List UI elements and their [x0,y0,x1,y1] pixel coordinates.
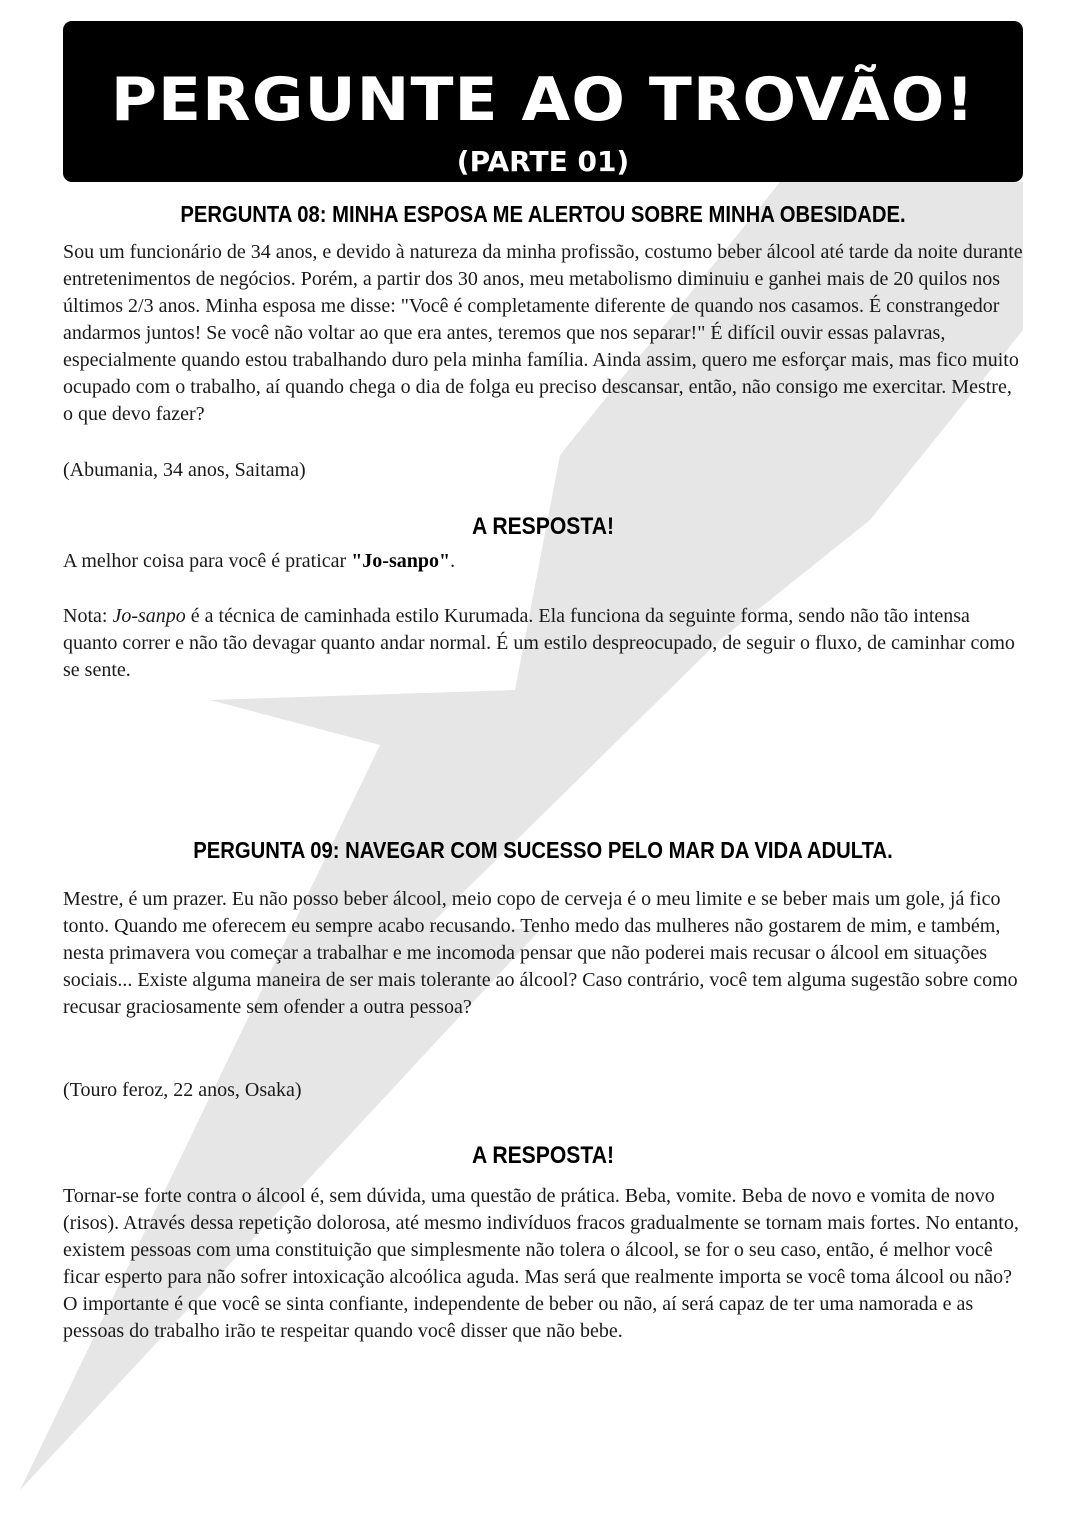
question-09-text: Mestre, é um prazer. Eu não posso beber álcool, meio copo de cerveja é o meu limite e se beber mais um gole, já fico tonto. Quando me oferecem eu sempre acabo recusando. Tenho medo das mulheres não gostarem de mim, e também, nesta primavera vou começar a trabalhar e me incomoda pensar que não poderei mais recusar o álcool em situações sociais... Existe alguma maneira de ser mais tolerante ao álcool? Caso contrário, você tem alguma sugestão sobre como recusar graciosamente sem ofender a outra pessoa? [63,888,1018,1018]
note-text: é a técnica de caminhada estilo Kurumada. Ela funciona da seguinte forma, sendo não tão intensa quanto correr e não tão devagar quanto andar normal. É um estilo despreocupado, de seguir o fluxo, de caminhar como se sente. [63,605,1015,681]
answer-08-prefix: A melhor coisa para você é praticar [63,550,352,572]
answer-08-heading: A RESPOSTA! [472,513,614,540]
title-banner [63,21,1023,182]
page-subtitle: (PARTE 01) [456,145,630,178]
answer-08-text [63,548,1023,575]
question-09-signature: (Touro feroz, 22 anos, Osaka) [63,1079,302,1101]
question-09-heading: PERGUNTA 09: NAVEGAR COM SUCESSO PELO MAR DA VIDA ADULTA. [193,837,893,863]
answer-09-heading: A RESPOSTA! [472,1142,614,1169]
page-title: PERGUNTE AO TROVÃO! [110,65,976,135]
question-08-signature: (Abumania, 34 anos, Saitama) [63,459,306,481]
note-term: Jo-sanpo [112,605,186,627]
question-08-heading: PERGUNTA 08: MINHA ESPOSA ME ALERTOU SOBRE MINHA OBESIDADE. [180,201,906,227]
answer-08-note [63,603,1023,684]
answer-08-bold-term: "Jo-sanpo" [351,550,451,572]
note-label: Nota: [63,605,113,627]
answer-08-suffix: . [450,550,456,572]
answer-09-text: Tornar-se forte contra o álcool é, sem dúvida, uma questão de prática. Beba, vomite. Beba de novo e vomita de novo (risos). Através dessa repetição dolorosa, até mesmo indivíduos fracos gradualmente se tornam mais fortes. No entanto, existem pessoas com uma constituição que simplesmente não tolera o álcool, se for o seu caso, então, é melhor você ficar esperto para não sofrer intoxicação alcoólica aguda. Mas será que realmente importa se você toma álcool ou não? O importante é que você se sinta confiante, independente de beber ou não, aí será capaz de ter uma namorada e as pessoas do trabalho irão te respeitar quando você disser que não bebe. [63,1185,1019,1342]
question-08-text: Sou um funcionário de 34 anos, e devido à natureza da minha profissão, costumo beber álcool até tarde da noite durante entretenimentos de negócios. Porém, a partir dos 30 anos, meu metabolismo diminuiu e ganhei mais de 20 quilos nos últimos 2/3 anos. Minha esposa me disse: "Você é completamente diferente de quando nos casamos. É constrangedor andarmos juntos! Se você não voltar ao que era antes, teremos que nos separar!" É difícil ouvir essas palavras, especialmente quando estou trabalhando duro pela minha família. Ainda assim, quero me esforçar mais, mas fico muito ocupado com o trabalho, aí quando chega o dia de folga eu preciso descansar, então, não consigo me exercitar. Mestre, o que devo fazer? [63,241,1023,425]
